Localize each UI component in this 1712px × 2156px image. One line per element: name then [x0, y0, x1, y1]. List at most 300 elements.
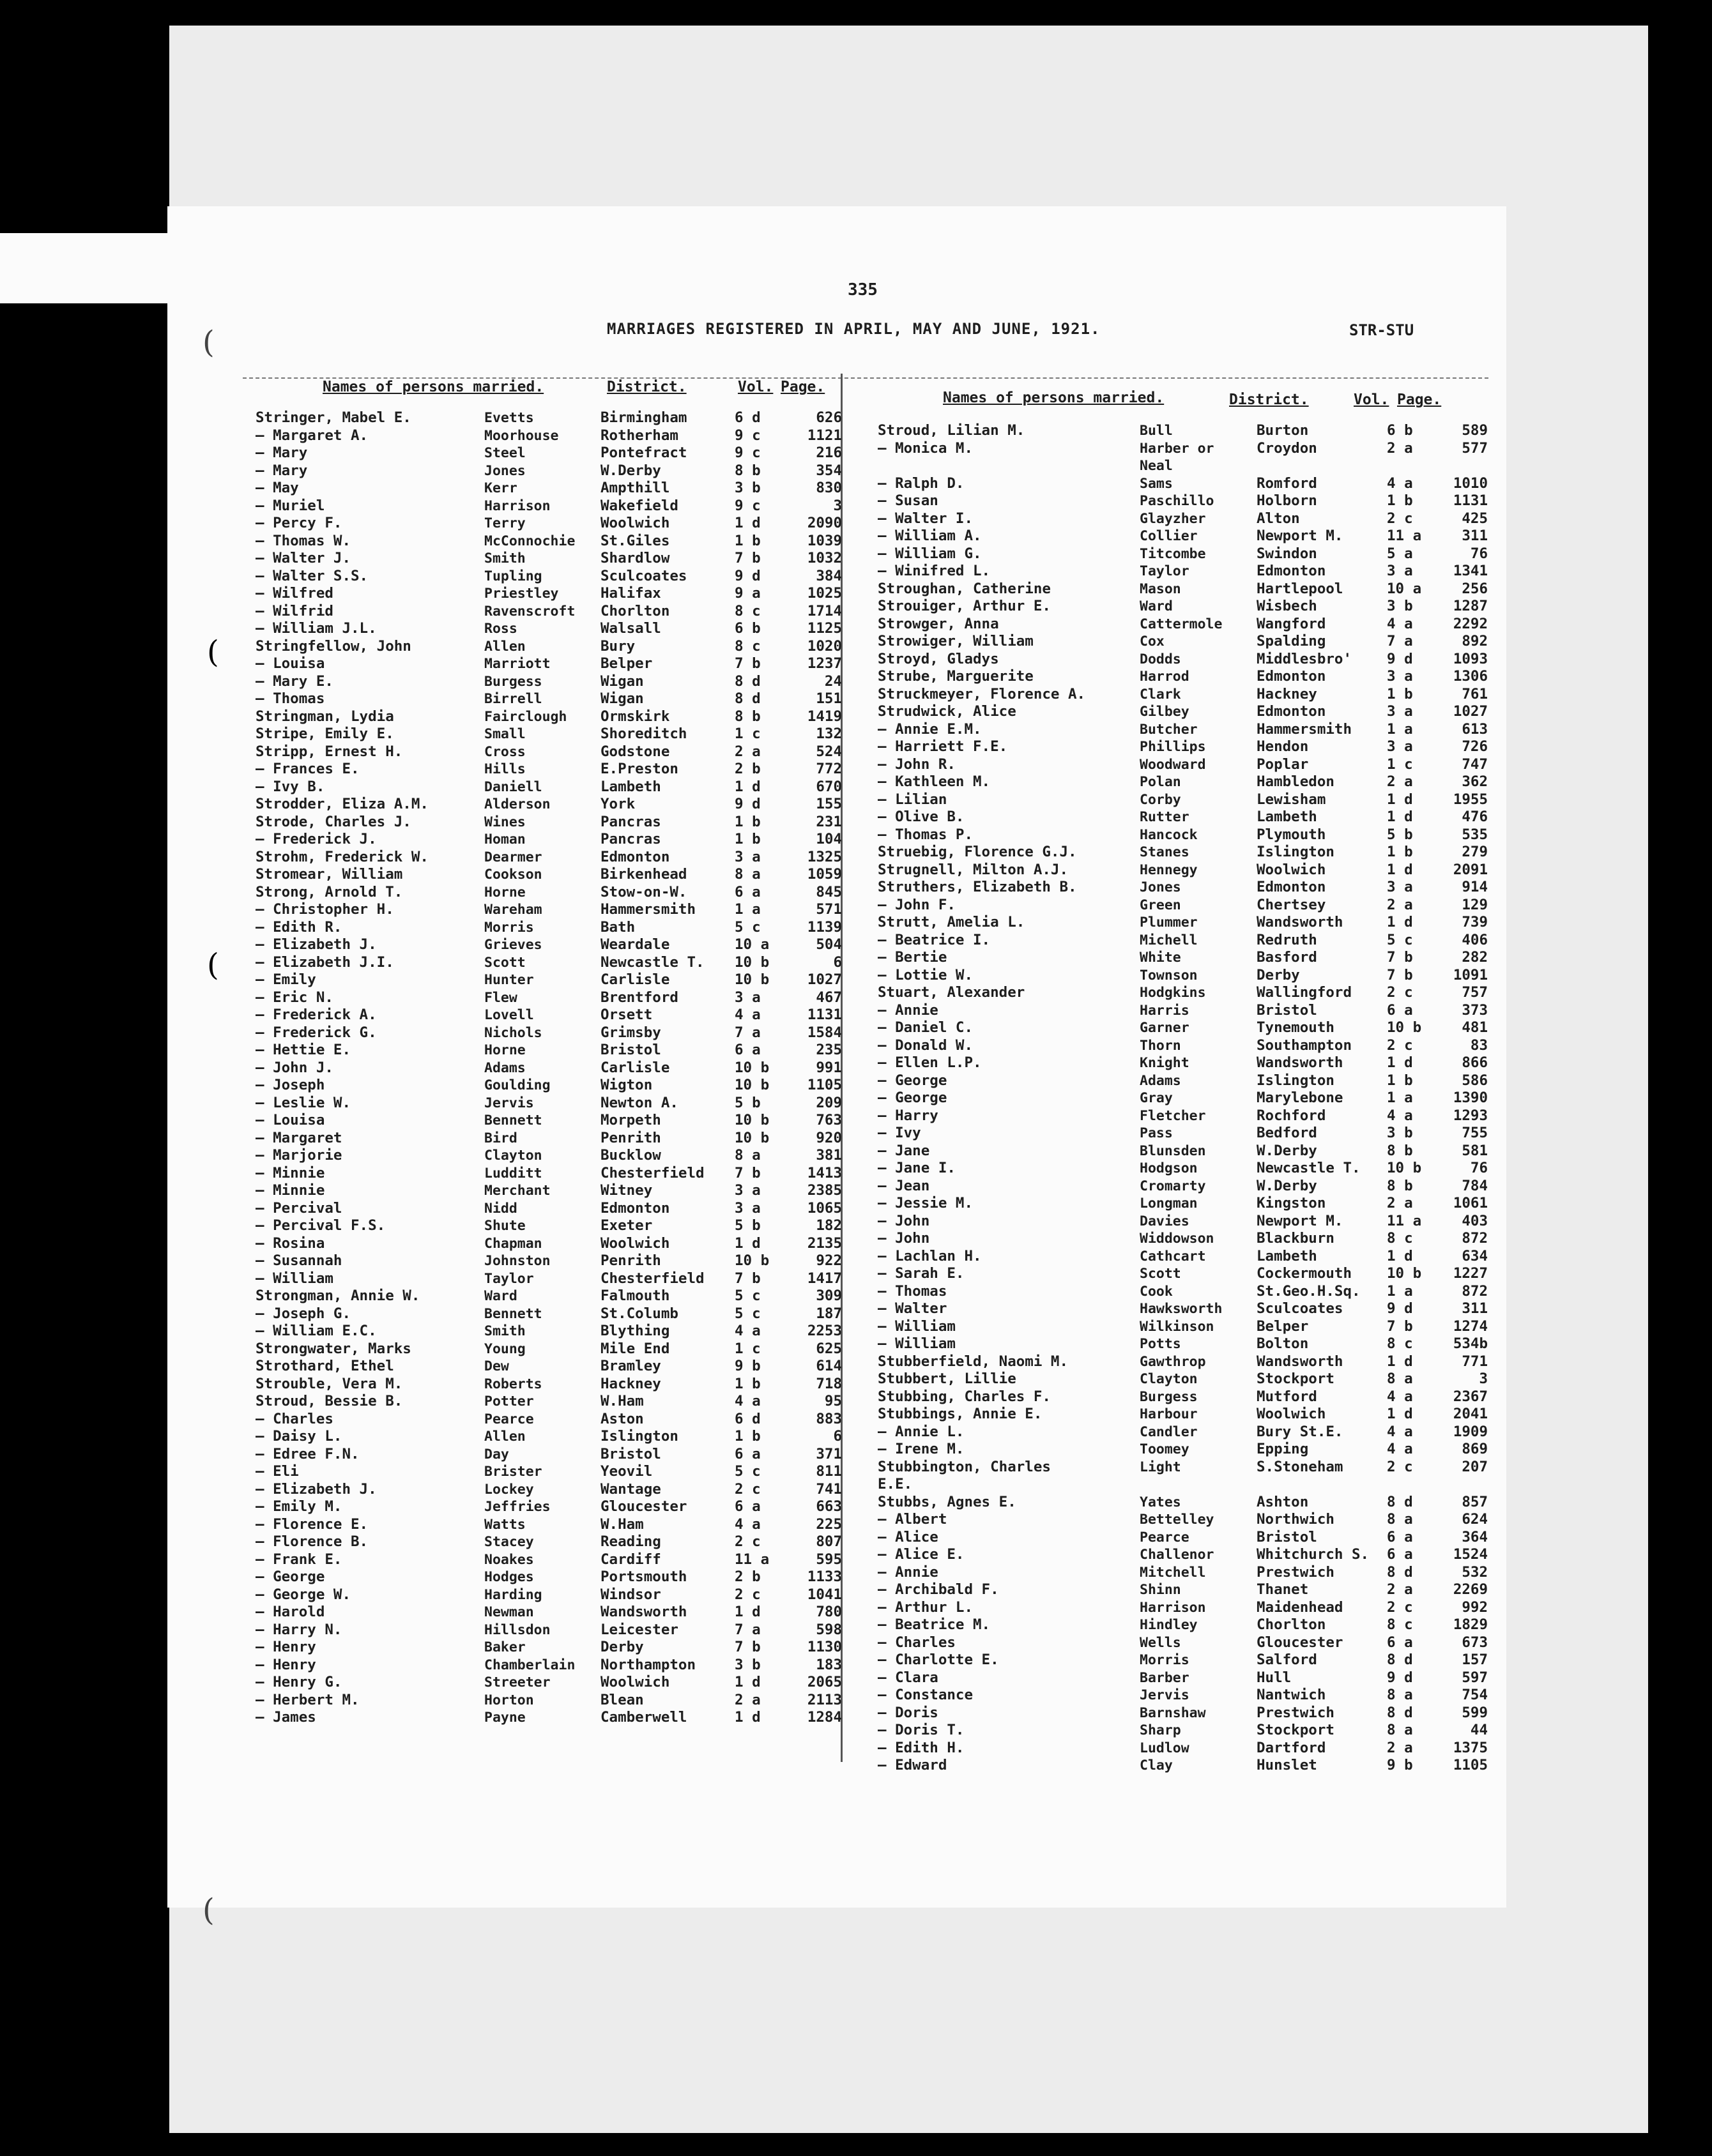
entry-page: 182 — [816, 1217, 842, 1234]
entry-district: Mutford — [1257, 1388, 1317, 1405]
entry-spouse-surname: Cromarty — [1140, 1178, 1206, 1194]
entry-volume: 9 c — [735, 444, 761, 461]
entry-page: 1065 — [807, 1199, 842, 1217]
entry-district: Halifax — [600, 585, 661, 602]
entry-page: 780 — [816, 1604, 842, 1620]
entry-spouse-surname: Fairclough — [484, 708, 567, 725]
entry-volume: 10 b — [1387, 1019, 1422, 1036]
entry-page: 504 — [816, 936, 842, 953]
entry-row — [256, 1674, 843, 1692]
entry-row — [256, 919, 843, 937]
entry-spouse-surname: Jones — [1140, 879, 1181, 895]
entry-page: 76 — [1470, 1160, 1488, 1176]
entry-name: Struebig, Florence G.J. — [878, 844, 1077, 860]
entry-page: 362 — [1462, 773, 1488, 790]
entry-district: Hull — [1257, 1669, 1292, 1686]
entry-page: 597 — [1462, 1669, 1488, 1686]
entry-page: 6 — [833, 1428, 842, 1445]
entry-district: Chesterfield — [600, 1270, 705, 1287]
entry-name: — Elizabeth J. — [256, 1480, 377, 1498]
entry-row — [256, 533, 843, 550]
entry-row — [878, 808, 1491, 826]
entry-row — [878, 949, 1491, 967]
entry-volume: 3 a — [1387, 668, 1413, 685]
entry-row — [256, 690, 843, 708]
entry-row — [256, 884, 843, 902]
entry-name: — Daniel C. — [878, 1019, 974, 1036]
entry-spouse-surname: Hodgson — [1140, 1160, 1198, 1176]
entry-name: — Daisy L. — [256, 1428, 342, 1445]
entry-district: W.Derby — [600, 462, 661, 479]
entry-row — [878, 1072, 1491, 1090]
entry-spouse-surname: Wareham — [484, 902, 542, 918]
entry-district: Woolwich — [600, 515, 670, 531]
entry-spouse-surname: Taylor — [1140, 563, 1189, 579]
entry-spouse-surname: Shinn — [1140, 1582, 1181, 1598]
entry-row — [878, 1459, 1491, 1477]
entry-district: St.Columb — [600, 1305, 678, 1322]
entry-spouse-surname: Alderson — [484, 796, 551, 812]
entry-page: 371 — [816, 1445, 842, 1462]
entry-name: — Doris T. — [878, 1722, 965, 1738]
entry-page: 225 — [816, 1515, 842, 1533]
entry-spouse-surname: Hillsdon — [484, 1621, 551, 1638]
entry-volume: 10 b — [1387, 1160, 1422, 1176]
entry-name: — Minnie — [256, 1182, 325, 1199]
entry-row — [878, 1599, 1491, 1617]
entry-district: Birkenhead — [600, 866, 687, 883]
entry-page: 381 — [816, 1147, 842, 1164]
entry-spouse-surname: Knight — [1140, 1055, 1189, 1071]
entry-spouse-surname: Grieves — [484, 937, 542, 953]
register-page — [167, 206, 1506, 1928]
entry-district: Chorlton — [1257, 1616, 1326, 1633]
entry-volume: 8 d — [1387, 1493, 1413, 1510]
entry-row — [878, 844, 1491, 862]
entry-row — [256, 673, 843, 691]
entry-spouse-surname: Birrell — [484, 691, 542, 707]
entry-district: Wakefield — [600, 497, 678, 514]
entry-row — [878, 914, 1491, 932]
entry-volume: 1 d — [1387, 1406, 1413, 1422]
entry-row — [878, 932, 1491, 950]
entry-page: 1293 — [1453, 1107, 1488, 1124]
entry-name: — Beatrice I. — [878, 931, 991, 948]
entry-volume: 8 c — [735, 602, 761, 619]
entry-name: Strudwick, Alice — [878, 703, 1016, 720]
entry-district: Chorlton — [600, 602, 670, 619]
entry-name: — Marjorie — [256, 1147, 342, 1164]
entry-volume: 9 b — [1387, 1757, 1413, 1773]
entry-spouse-surname: Hancock — [1140, 826, 1198, 843]
entry-row — [878, 668, 1491, 686]
entry-district: Newport M. — [1257, 1212, 1343, 1229]
entry-row — [878, 457, 1491, 475]
entry-volume: 9 c — [735, 497, 761, 514]
entry-name: — Frank E. — [256, 1551, 342, 1568]
entry-row — [256, 814, 843, 831]
entry-spouse-surname: Thorn — [1140, 1037, 1181, 1054]
entry-district: Hackney — [600, 1375, 661, 1392]
entry-spouse-surname: Green — [1140, 897, 1181, 913]
entry-district: Bristol — [1257, 1001, 1317, 1019]
entry-page: 1955 — [1453, 791, 1488, 808]
entry-page: 761 — [1462, 685, 1488, 702]
entry-district: Carlisle — [600, 971, 670, 988]
entry-page: 857 — [1462, 1493, 1488, 1510]
entry-spouse-surname: Phillips — [1140, 739, 1206, 755]
entry-page: 1829 — [1453, 1616, 1488, 1633]
entry-spouse-surname: Moorhouse — [484, 427, 559, 444]
entry-name: — Winifred L. — [878, 563, 991, 579]
entry-page: 866 — [1462, 1054, 1488, 1071]
entry-page: 1714 — [807, 602, 842, 619]
entry-page: 1413 — [807, 1164, 842, 1181]
entry-district: Wandsworth — [1257, 1054, 1343, 1071]
entry-name: — William E.C. — [256, 1323, 377, 1339]
entry-page: 872 — [1462, 1282, 1488, 1300]
entry-spouse-surname: Adams — [484, 1059, 526, 1076]
entry-spouse-surname: Dearmer — [484, 849, 542, 865]
entry-name: — Henry — [256, 1656, 316, 1673]
entry-spouse-surname: Mason — [1140, 581, 1181, 597]
entry-spouse-surname: Taylor — [484, 1270, 534, 1287]
entry-volume: 8 b — [735, 462, 761, 479]
entry-name: — Edward — [878, 1757, 947, 1773]
entry-page: 811 — [816, 1463, 842, 1480]
entry-page: 354 — [816, 462, 842, 479]
entry-name: — Walter S.S. — [256, 567, 369, 584]
entry-district: W.Derby — [1257, 1177, 1317, 1194]
entry-row — [878, 633, 1491, 651]
entry-district: Dartford — [1257, 1739, 1326, 1756]
entry-name: — Louisa — [256, 1112, 325, 1128]
entry-row — [878, 440, 1491, 458]
entry-row — [256, 1112, 843, 1130]
entry-volume: 4 a — [1387, 1441, 1413, 1457]
entry-spouse-surname: Clayton — [1140, 1371, 1198, 1387]
entry-name: E.E. — [878, 1476, 913, 1492]
entry-name: Strugnell, Milton A.J. — [878, 861, 1069, 878]
entry-row — [256, 1217, 843, 1235]
entry-volume: 4 a — [1387, 1107, 1413, 1124]
entry-spouse-surname: Bull — [1140, 423, 1173, 439]
entry-row — [878, 651, 1491, 669]
entry-district: Cardiff — [600, 1551, 661, 1568]
entry-row — [256, 638, 843, 656]
entry-page: 1390 — [1453, 1089, 1488, 1106]
entry-row — [878, 1511, 1491, 1529]
entry-volume: 4 a — [1387, 1423, 1413, 1440]
entry-name: Stroughan, Catherine — [878, 580, 1051, 597]
entry-page: 1131 — [1453, 492, 1488, 509]
entry-spouse-surname: Bird — [484, 1130, 517, 1146]
entry-district: Leicester — [600, 1621, 678, 1638]
entry-page: 613 — [1462, 720, 1488, 738]
entry-district: Blean — [600, 1691, 644, 1708]
entry-row — [878, 1406, 1491, 1423]
entry-page: 534b — [1453, 1335, 1488, 1352]
entry-page: 1059 — [807, 866, 842, 883]
entry-spouse-surname: Clay — [1140, 1757, 1173, 1773]
entry-volume: 3 b — [735, 1656, 761, 1673]
entry-page: 406 — [1462, 931, 1488, 948]
left-entries-column — [256, 409, 843, 1727]
entry-district: Witney — [600, 1182, 653, 1199]
entry-name: — Donald W. — [878, 1036, 974, 1054]
entry-row — [256, 866, 843, 884]
entry-district: Cockermouth — [1257, 1265, 1352, 1282]
entry-spouse-surname: Baker — [484, 1639, 526, 1655]
entry-spouse-surname: Morris — [484, 919, 534, 936]
entry-district: Marylebone — [1257, 1089, 1343, 1106]
entry-district: Portsmouth — [600, 1568, 687, 1585]
entry-page: 24 — [824, 672, 842, 690]
entry-district: Blything — [600, 1323, 670, 1339]
entry-volume: 1 d — [1387, 1247, 1413, 1264]
entry-name: — Emily — [256, 971, 316, 988]
entry-page: 599 — [1462, 1704, 1488, 1721]
entry-name: Stubbing, Charles F. — [878, 1388, 1051, 1405]
entry-name: — George — [878, 1072, 947, 1089]
entry-volume: 8 a — [1387, 1722, 1413, 1738]
entry-page: 1417 — [807, 1270, 842, 1287]
entry-spouse-surname: Light — [1140, 1459, 1181, 1475]
right-entries-column — [878, 422, 1491, 1775]
entry-page: 595 — [816, 1551, 842, 1568]
entry-volume: 6 a — [735, 1042, 761, 1058]
entry-page: 95 — [824, 1393, 842, 1409]
entry-spouse-surname: Ward — [1140, 598, 1173, 614]
entry-district: S.Stoneham — [1257, 1458, 1343, 1475]
entry-page: 2135 — [807, 1234, 842, 1252]
entry-volume: 9 c — [735, 427, 761, 444]
entry-page: 1039 — [807, 532, 842, 549]
entry-page: 1287 — [1453, 598, 1488, 614]
entry-district: Wisbech — [1257, 598, 1317, 614]
entry-page: 1041 — [807, 1586, 842, 1603]
entry-district: Blackburn — [1257, 1230, 1334, 1247]
entry-volume: 2 b — [735, 761, 761, 777]
entry-spouse-surname: Sams — [1140, 475, 1173, 492]
entry-name: — Henry G. — [256, 1674, 342, 1690]
entry-page: 747 — [1462, 755, 1488, 773]
entry-volume: 10 b — [735, 1129, 770, 1146]
entry-district: Chesterfield — [600, 1164, 705, 1181]
entry-volume: 3 a — [1387, 879, 1413, 895]
entry-district: Basford — [1257, 949, 1317, 966]
entry-page: 830 — [816, 480, 842, 496]
entry-page: 403 — [1462, 1212, 1488, 1229]
entry-row — [256, 1130, 843, 1148]
entry-row — [878, 1581, 1491, 1599]
entry-name: Strongman, Annie W. — [256, 1287, 420, 1304]
entry-page: 157 — [1462, 1651, 1488, 1668]
entry-spouse-surname: Wines — [484, 814, 526, 830]
entry-row — [256, 550, 843, 568]
entry-district: Exeter — [600, 1217, 653, 1234]
entry-row — [256, 1621, 843, 1639]
right-header-district: District. — [1229, 391, 1309, 408]
entry-page: 992 — [1462, 1598, 1488, 1616]
entry-page: 739 — [1462, 914, 1488, 930]
entry-volume: 6 d — [735, 409, 761, 426]
entry-volume: 11 a — [735, 1551, 770, 1568]
entry-page: 2385 — [807, 1182, 842, 1199]
entry-spouse-surname: Barber — [1140, 1669, 1189, 1686]
entry-volume: 4 a — [1387, 615, 1413, 632]
entry-name: — Doris — [878, 1704, 938, 1721]
entry-row — [878, 1300, 1491, 1318]
entry-page: 183 — [816, 1656, 842, 1673]
entry-name: — William J.L. — [256, 620, 377, 637]
entry-name: — Sarah E. — [878, 1265, 965, 1282]
entry-row — [878, 492, 1491, 510]
entry-name: — Ellen L.P. — [878, 1054, 982, 1071]
entry-spouse-surname: Fletcher — [1140, 1107, 1206, 1124]
entry-row — [256, 1077, 843, 1095]
entry-district: Woolwich — [1257, 861, 1326, 878]
entry-volume: 2 c — [1387, 1036, 1413, 1054]
entry-volume: 7 a — [735, 1024, 761, 1041]
entry-page: 2253 — [807, 1323, 842, 1339]
entry-district: Romford — [1257, 474, 1317, 492]
entry-name: — George — [256, 1568, 325, 1585]
entry-spouse-surname: Adams — [1140, 1072, 1181, 1089]
entry-row — [878, 1125, 1491, 1143]
left-header-names: Names of persons married. — [323, 379, 544, 395]
entry-page: 1131 — [807, 1006, 842, 1023]
entry-name: — Thomas — [256, 690, 325, 707]
entry-row — [878, 1019, 1491, 1037]
entry-volume: 10 a — [1387, 580, 1422, 597]
entry-volume: 4 a — [1387, 474, 1413, 492]
entry-name: Struckmeyer, Florence A. — [878, 685, 1086, 702]
entry-spouse-surname: Blunsden — [1140, 1143, 1206, 1159]
entry-page: 772 — [816, 761, 842, 777]
entry-page: 726 — [1462, 738, 1488, 755]
entry-page: 425 — [1462, 510, 1488, 527]
entry-district: Edmonton — [1257, 703, 1326, 720]
entry-district: Bath — [600, 918, 636, 936]
entry-district: Ormskirk — [600, 708, 670, 725]
entry-district: Prestwich — [1257, 1563, 1334, 1581]
entry-name: — Mary — [256, 462, 308, 479]
entry-volume: 1 b — [1387, 1072, 1413, 1089]
entry-spouse-surname: Harbour — [1140, 1406, 1198, 1422]
entry-name: — Lottie W. — [878, 966, 974, 983]
entry-name: — Thomas P. — [878, 826, 974, 843]
entry-district: Belper — [1257, 1317, 1309, 1335]
entry-page: 311 — [1462, 1300, 1488, 1317]
entry-page: 476 — [1462, 808, 1488, 825]
entry-name: — Percy F. — [256, 515, 342, 531]
entry-district: Shardlow — [600, 550, 670, 566]
entry-name: — John F. — [878, 896, 956, 913]
entry-name: — Charles — [256, 1410, 333, 1427]
entry-name: Strouiger, Arthur E. — [878, 598, 1051, 614]
entry-district: Hammersmith — [1257, 720, 1352, 738]
entry-page: 207 — [1462, 1458, 1488, 1475]
entry-page: 1325 — [807, 848, 842, 865]
entry-name: — Christopher H. — [256, 901, 394, 918]
entry-district: Edmonton — [1257, 668, 1326, 685]
entry-row — [878, 1213, 1491, 1231]
entry-name: Struthers, Elizabeth B. — [878, 879, 1077, 895]
entry-page: 3 — [1479, 1370, 1488, 1387]
entry-row — [256, 1428, 843, 1446]
entry-row — [256, 1639, 843, 1657]
entry-page: 256 — [1462, 580, 1488, 597]
entry-row — [256, 849, 843, 867]
entry-volume: 5 b — [735, 1094, 761, 1111]
entry-row — [878, 1178, 1491, 1196]
entry-volume: 3 a — [735, 848, 761, 865]
entry-spouse-surname: Scott — [1140, 1266, 1181, 1282]
entry-volume: 2 a — [1387, 1195, 1413, 1211]
entry-spouse-surname: Potts — [1140, 1336, 1181, 1352]
entry-page: 2091 — [1453, 861, 1488, 878]
left-header-district: District. — [607, 379, 687, 395]
entry-name: Stripe, Emily E. — [256, 725, 394, 742]
entry-spouse-surname: Challenor — [1140, 1547, 1214, 1563]
entry-name: Stripp, Ernest H. — [256, 743, 403, 760]
entry-page: 1274 — [1453, 1317, 1488, 1335]
entry-name: — Edith R. — [256, 918, 342, 936]
entry-volume: 3 a — [1387, 703, 1413, 720]
entry-volume: 2 c — [1387, 984, 1413, 1001]
entry-name: — Ivy — [878, 1125, 921, 1141]
entry-volume: 8 b — [1387, 1177, 1413, 1194]
entry-name: — Jane I. — [878, 1160, 956, 1176]
entry-spouse-surname: Pearce — [484, 1411, 534, 1427]
entry-district: Wigan — [600, 672, 644, 690]
entry-spouse-surname: Cattermole — [1140, 616, 1223, 632]
entry-spouse-surname: Neal — [1140, 458, 1173, 474]
entry-page: 922 — [816, 1252, 842, 1269]
entry-district: Bristol — [600, 1042, 661, 1058]
entry-row — [256, 989, 843, 1007]
entry-spouse-surname: Lovell — [484, 1007, 534, 1023]
entry-district: Stow-on-W. — [600, 883, 687, 900]
entry-name: — Ivy B. — [256, 778, 325, 795]
entry-row — [878, 1037, 1491, 1055]
entry-name: — Percival — [256, 1199, 342, 1217]
entry-name: Strodder, Eliza A.M. — [256, 796, 429, 812]
entry-name: — Florence E. — [256, 1515, 369, 1533]
entry-volume: 1 b — [735, 1428, 761, 1445]
entry-district: Rotherham — [600, 427, 678, 444]
entry-row — [256, 1568, 843, 1586]
entry-name: — Mary — [256, 444, 308, 461]
entry-district: W.Ham — [600, 1393, 644, 1409]
entry-volume: 3 a — [1387, 738, 1413, 755]
entry-district: Chertsey — [1257, 896, 1326, 913]
entry-volume: 9 d — [1387, 1300, 1413, 1317]
entry-volume: 8 d — [1387, 1704, 1413, 1721]
entry-district: Sculcoates — [600, 567, 687, 584]
entry-row — [256, 1358, 843, 1376]
entry-page: 626 — [816, 409, 842, 426]
entry-row — [256, 427, 843, 445]
entry-row — [256, 655, 843, 673]
entry-volume: 2 c — [735, 1586, 761, 1603]
entry-volume: 5 c — [735, 1463, 761, 1480]
entry-row — [256, 1095, 843, 1112]
entry-district: Newcastle T. — [1257, 1160, 1361, 1176]
entry-row — [878, 598, 1491, 616]
entry-volume: 4 a — [1387, 1388, 1413, 1405]
